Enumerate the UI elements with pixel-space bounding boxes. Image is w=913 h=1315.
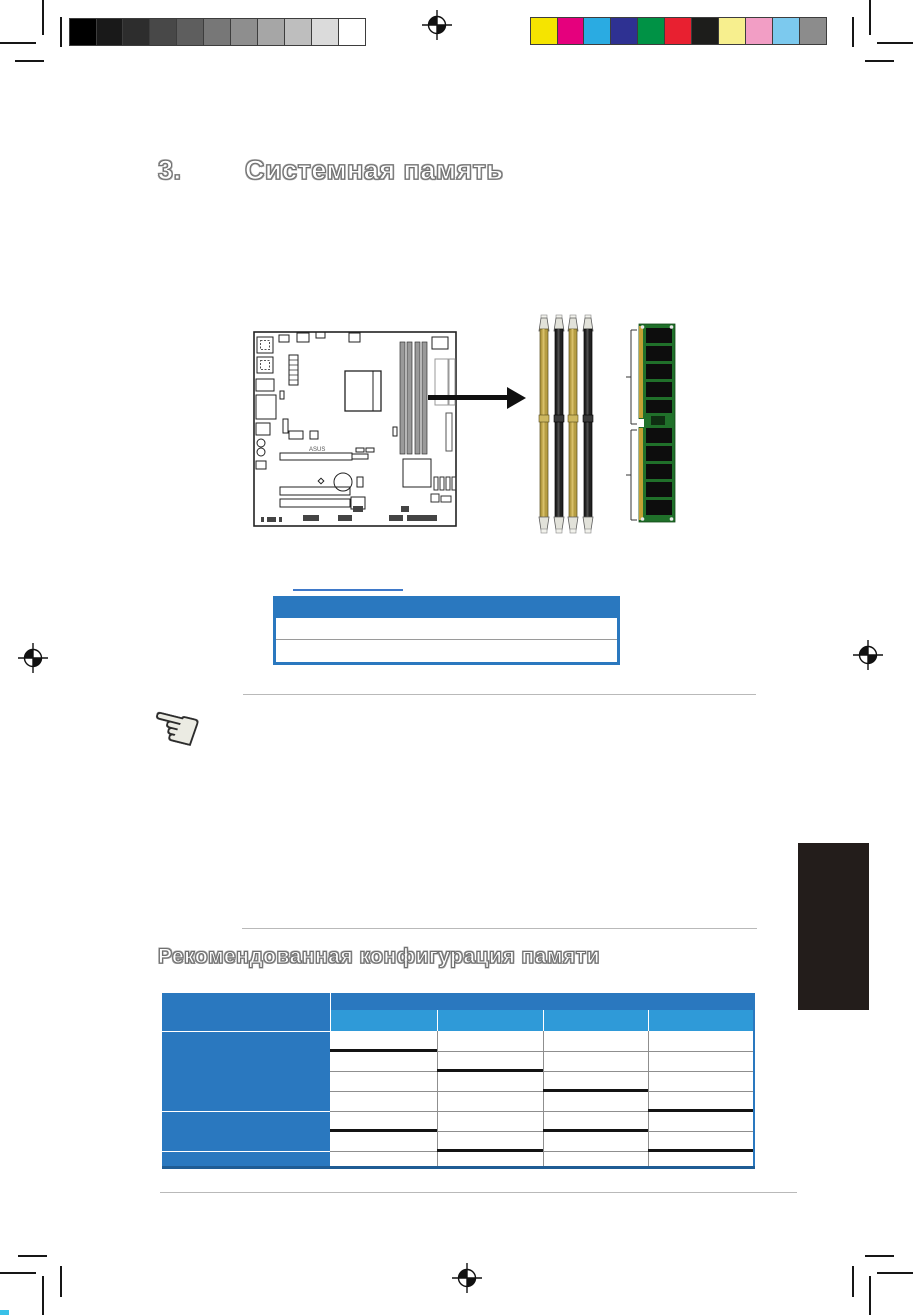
populated-cell-marker [330, 1129, 437, 1132]
crop-mark [60, 17, 62, 47]
ram-module [637, 324, 675, 522]
calibration-swatch [745, 17, 773, 45]
calibration-swatch [610, 17, 638, 45]
section-number: 3. [158, 155, 182, 185]
qvl-spec-table [273, 596, 620, 665]
subheader-separator [648, 1010, 649, 1031]
table-header-band [331, 993, 755, 1010]
divider [243, 694, 756, 695]
crop-mark [60, 1266, 62, 1297]
populated-cell-marker [437, 1149, 543, 1152]
calibration-swatch [583, 17, 611, 45]
crop-mark [865, 60, 894, 62]
motherboard-diagram [253, 331, 457, 527]
arrow-shaft [428, 395, 508, 400]
crop-mark [42, 1276, 44, 1315]
calibration-swatch [530, 17, 558, 45]
populated-cell-marker [543, 1089, 648, 1092]
populated-cell-marker [330, 1049, 437, 1052]
left-column-separator [162, 1111, 330, 1112]
footer-divider [160, 1192, 797, 1193]
populated-cell-marker [648, 1149, 755, 1152]
ram-module-photo [626, 320, 682, 526]
calibration-swatch [230, 18, 258, 46]
calibration-swatch [257, 18, 285, 46]
dimm-socket [554, 315, 564, 533]
crop-mark [0, 42, 36, 44]
right-connectors [432, 337, 455, 451]
divider [242, 928, 757, 929]
crop-mark [869, 1276, 871, 1315]
calibration-swatch [96, 18, 124, 46]
crop-mark [0, 1272, 36, 1274]
crop-mark [877, 1272, 913, 1274]
battery-and-chipset [318, 427, 431, 491]
calibration-swatch [122, 18, 150, 46]
left-column-separator [162, 1151, 330, 1152]
sata-ports [431, 477, 456, 502]
calibration-swatch [772, 17, 800, 45]
registration-mark-icon [18, 643, 48, 673]
dimm-sockets-photo [532, 312, 604, 534]
cross-reference-link[interactable] [293, 578, 403, 591]
chapter-tab [798, 843, 869, 1010]
registration-mark-icon [452, 1263, 482, 1293]
grayscale-calibration-bar [70, 18, 366, 46]
crop-mark [852, 1266, 854, 1297]
spec-table-row [276, 618, 617, 639]
spec-table-header [276, 596, 617, 618]
memory-configuration-table [162, 993, 755, 1169]
calibration-swatch [799, 17, 827, 45]
dimm-socket [539, 315, 549, 533]
left-column-separator [162, 1031, 330, 1032]
pointing-hand-icon: ☚ [143, 690, 208, 765]
expansion-slots [280, 431, 374, 509]
arrow-right-icon [507, 387, 526, 409]
calibration-swatch [311, 18, 339, 46]
calibration-swatch [203, 18, 231, 46]
calibration-swatch [637, 17, 665, 45]
cpu-socket [345, 371, 381, 411]
registration-mark-icon [422, 10, 452, 40]
spec-table-row [276, 640, 617, 661]
dimm-socket [583, 315, 593, 533]
crop-mark [869, 0, 871, 35]
page-title: Системная память [245, 155, 504, 185]
dimm-socket [568, 315, 578, 533]
color-calibration-bar [531, 17, 827, 45]
crop-mark [852, 17, 854, 47]
crop-mark [15, 60, 44, 62]
crop-mark [865, 1255, 894, 1257]
crop-mark [877, 42, 913, 44]
calibration-swatch [718, 17, 746, 45]
populated-cell-marker [648, 1109, 755, 1112]
calibration-swatch [338, 18, 366, 46]
calibration-swatch [284, 18, 312, 46]
subheader-separator [437, 1010, 438, 1031]
populated-cell-marker [543, 1129, 648, 1132]
calibration-swatch [557, 17, 585, 45]
dimm-slot-bars [400, 342, 427, 454]
dimension-bracket [626, 330, 637, 520]
calibration-swatch [664, 17, 692, 45]
table-bottom-border [162, 1166, 755, 1169]
calibration-swatch [149, 18, 177, 46]
registration-mark-icon [853, 640, 883, 670]
board-logo-text: ASUS [309, 447, 326, 453]
bottom-headers [261, 506, 437, 522]
calibration-swatch [176, 18, 204, 46]
subheader-separator [543, 1010, 544, 1031]
calibration-swatch [691, 17, 719, 45]
crop-mark [42, 0, 44, 35]
color-sliver [0, 1310, 9, 1315]
table-right-border [753, 993, 755, 1169]
crop-mark [18, 1255, 47, 1257]
subsection-heading: Рекомендованная конфигурация памяти [158, 945, 600, 968]
populated-cell-marker [437, 1069, 543, 1072]
calibration-swatch [69, 18, 97, 46]
table-left-column [162, 993, 330, 1169]
